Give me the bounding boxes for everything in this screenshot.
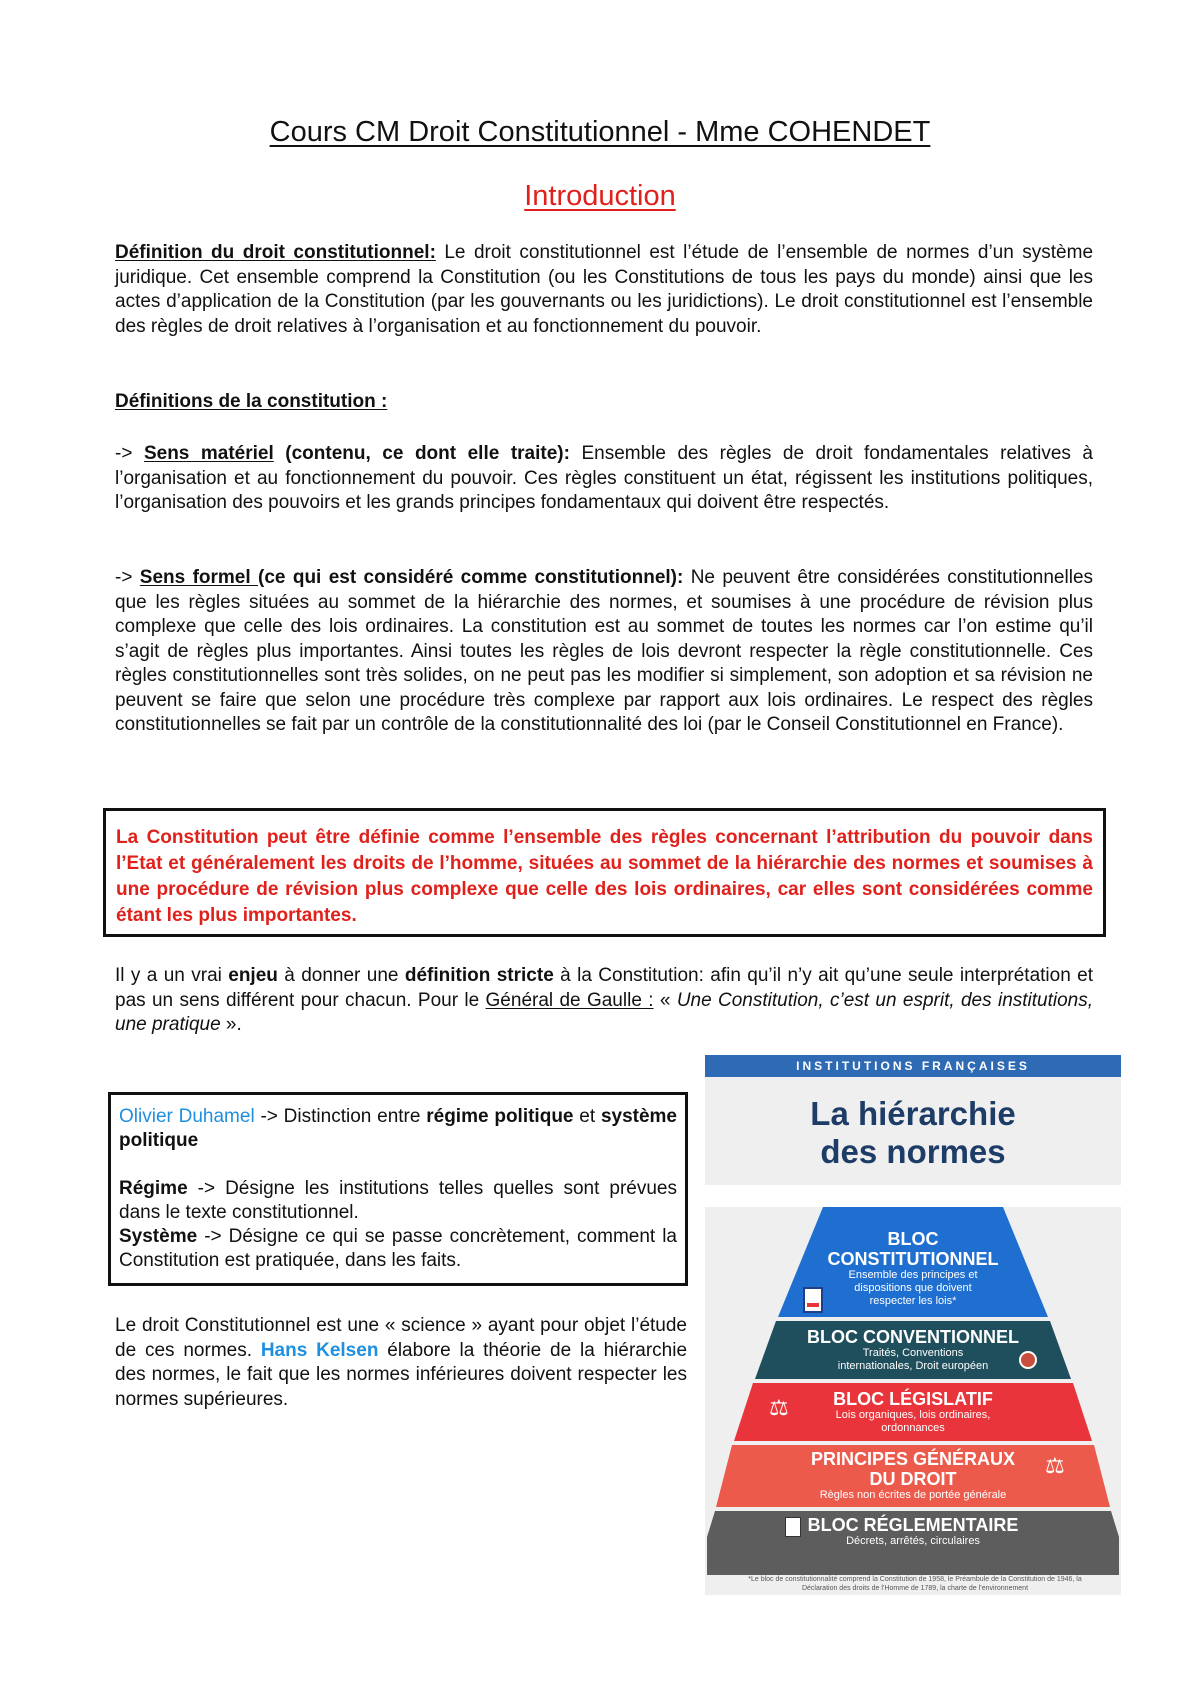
general-de-gaulle: Général de Gaulle :: [485, 989, 654, 1011]
layer-principes-generaux-sub-1: Règles non écrites de portée générale: [819, 1489, 1007, 1501]
page-subtitle: Introduction: [524, 180, 676, 212]
kelsen-paragraph: [115, 1314, 687, 1412]
layer-bloc-legislatif: [705, 1389, 1121, 1435]
layer-principes-generaux-title-2: DU DROIT: [869, 1469, 957, 1489]
hierarchie-normes-infographic: [705, 1055, 1121, 1595]
layer-bloc-reglementaire-sub-1: Décrets, arrêtés, circulaires: [846, 1535, 980, 1547]
layer-bloc-legislatif-sub-1: Lois organiques, lois ordinaires,: [835, 1409, 991, 1421]
infographic-title-line-1: La hiérarchie: [810, 1095, 1016, 1132]
layer-bloc-conventionnel: [705, 1327, 1121, 1373]
enjeu-paragraph: [115, 964, 1093, 1038]
definition-stricte-bold: définition stricte: [404, 965, 554, 986]
regime-definition: [119, 1177, 677, 1225]
sens-formel-paren: (ce qui est considéré comme constitutionnel):: [258, 567, 684, 588]
enjeu-text-1: Il y a un vrai: [115, 965, 229, 986]
layer-bloc-constitutionnel-title-2: CONSTITUTIONNEL: [827, 1249, 999, 1269]
kelsen-text-2: élabore la théorie de la hiérarchie des normes, le fait que les normes inférieures doivent respecter les normes supérieures.: [115, 1339, 688, 1410]
sens-formel-arrow: ->: [115, 567, 140, 588]
justice-statue-icon: ⚖: [1045, 1453, 1065, 1478]
sens-formel-text: Ne peuvent être considérées constitutionnelles que les règles situées au sommet de la hiérarchie des normes, et soumises à une procédure de révision plus complexe que celle des lois ordinaires. La constitution est au sommet de toutes les normes car l’on estime qu’il s’agit de règles plus importantes. Ainsi toutes les règles de lois devront respecter la règle constitutionnelle. Ces règles constitutionnelles sont très solides, on ne peut pas les modifier si simplement, son adoption et sa révision ne peuvent se faire que selon une procédure très complexe par rapport aux lois ordinaires. Le respect des règles constitutionnelles se fait par un contrôle de la constitutionnalité des loi (par le Conseil Constitutionnel en France).: [115, 567, 1094, 735]
duhamel-intro: [119, 1105, 677, 1153]
layer-bloc-conventionnel-title: BLOC CONVENTIONNEL: [806, 1327, 1019, 1347]
kelsen-text-1: Le droit Constitutionnel est une « science » ayant pour objet l’étude de ces normes.: [115, 1315, 687, 1361]
book-icon: [803, 1287, 823, 1313]
enjeu-text-4: «: [653, 989, 677, 1011]
systeme-politique-bold: système politique: [119, 1106, 677, 1151]
layer-bloc-constitutionnel: [705, 1229, 1121, 1308]
enjeu-text-5: ».: [220, 1014, 242, 1035]
enjeu-text-3: à la Constitution: afin qu’il n’y ait qu’une seule interprétation et pas un sens différent pour chacun. Pour le: [115, 965, 1093, 1011]
sens-materiel-arrow: ->: [115, 443, 144, 464]
layer-bloc-legislatif-title: BLOC LÉGISLATIF: [833, 1389, 993, 1409]
page-title: Cours CM Droit Constitutionnel - Mme COHENDET: [269, 116, 931, 148]
enjeu-text-2: à donner une: [277, 965, 405, 986]
systeme-label: Système: [119, 1226, 198, 1247]
duhamel-text-1: -> Distinction entre: [254, 1106, 427, 1127]
sens-formel-paragraph: [115, 566, 1093, 738]
constitution-definition-box: La Constitution peut être définie comme l’ensemble des règles concernant l’attribution du pouvoir dans l’Etat et généralement les droits de l’homme, situées au sommet de la hiérarchie des normes et soumises à une procédure de révision plus complexe que celle des lois ordinaires, car elles sont considérées comme étant les plus importantes.: [103, 808, 1106, 937]
de-gaulle-quote: Une Constitution, c’est un esprit, des institutions, une pratique: [115, 989, 1094, 1035]
sens-formel-label: Sens formel: [139, 567, 259, 588]
regime-text: -> Désigne les institutions telles quelles sont prévues dans le texte constitutionnel.: [119, 1178, 677, 1223]
duhamel-name: Olivier Duhamel: [119, 1106, 255, 1127]
duhamel-box: [108, 1092, 688, 1286]
systeme-text: -> Désigne ce qui se passe concrètement, comment la Constitution est pratiquée, dans les faits.: [119, 1226, 677, 1271]
infographic-footnote: *Le bloc de constitutionnalité comprend la Constitution de 1958, le Préambule de la Constitution de 1946, la Déclaration des droits de l’Homme de 1789, la charte de l’environnement: [748, 1576, 1082, 1592]
layer-bloc-constitutionnel-sub-2: dispositions que doivent: [854, 1282, 972, 1294]
definition-droit-label: Définition du droit constitutionnel:: [115, 242, 436, 263]
systeme-definition: [119, 1225, 677, 1273]
definitions-constitution-heading: Définitions de la constitution :: [115, 391, 388, 412]
layer-bloc-reglementaire: [705, 1515, 1121, 1548]
scales-icon: ⚖: [769, 1395, 789, 1420]
definition-droit-paragraph: [115, 241, 1093, 339]
infographic-band: INSTITUTIONS FRANÇAISES: [705, 1055, 1121, 1077]
layer-principes-generaux-title-1: PRINCIPES GÉNÉRAUX: [810, 1449, 1016, 1469]
sens-materiel-paren: (contenu, ce dont elle traite):: [273, 443, 570, 464]
definition-droit-text: Le droit constitutionnel est l’étude de l’ensemble de normes d’un système juridique. Cet ensemble comprend la Constitution (ou les Constitutions de tous les pays du monde) ainsi que les actes d’application de la Constitution (par les gouvernants ou les juridictions). Le droit constitutionnel est l’ensemble des règles de droit relatives à l’organisation et au fonctionnement du pouvoir.: [115, 242, 1094, 337]
infographic-title-line-2: des normes: [820, 1133, 1006, 1170]
document-icon: [785, 1517, 801, 1537]
layer-bloc-conventionnel-sub-2: internationales, Droit européen: [837, 1360, 989, 1372]
globe-icon: [1019, 1351, 1037, 1369]
infographic-title: [705, 1095, 1121, 1171]
regime-politique-bold: régime politique: [426, 1106, 574, 1127]
kelsen-name: Hans Kelsen: [260, 1339, 379, 1361]
layer-bloc-constitutionnel-sub-3: respecter les lois*: [869, 1295, 957, 1307]
layer-bloc-conventionnel-sub-1: Traités, Conventions: [862, 1347, 964, 1359]
sens-materiel-label: Sens matériel: [143, 443, 274, 464]
enjeu-bold: enjeu: [228, 965, 278, 986]
regime-label: Régime: [119, 1178, 188, 1199]
layer-bloc-reglementaire-title: BLOC RÉGLEMENTAIRE: [807, 1515, 1019, 1535]
sens-materiel-text: Ensemble des règles de droit fondamentales relatives à l’organisation et au fonctionnement du pouvoir. Ces règles constituent un état, régissent les institutions politiques, l’organisation des pouvoirs et les grands principes fondamentaux qui doivent être respectés.: [115, 443, 1093, 513]
layer-bloc-constitutionnel-sub-1: Ensemble des principes et: [848, 1269, 978, 1281]
layer-bloc-legislatif-sub-2: ordonnances: [881, 1422, 945, 1434]
duhamel-text-2: et: [573, 1106, 601, 1127]
layer-bloc-constitutionnel-title-1: BLOC: [887, 1229, 939, 1249]
infographic-divider: [705, 1185, 1121, 1207]
sens-materiel-paragraph: [115, 442, 1093, 516]
